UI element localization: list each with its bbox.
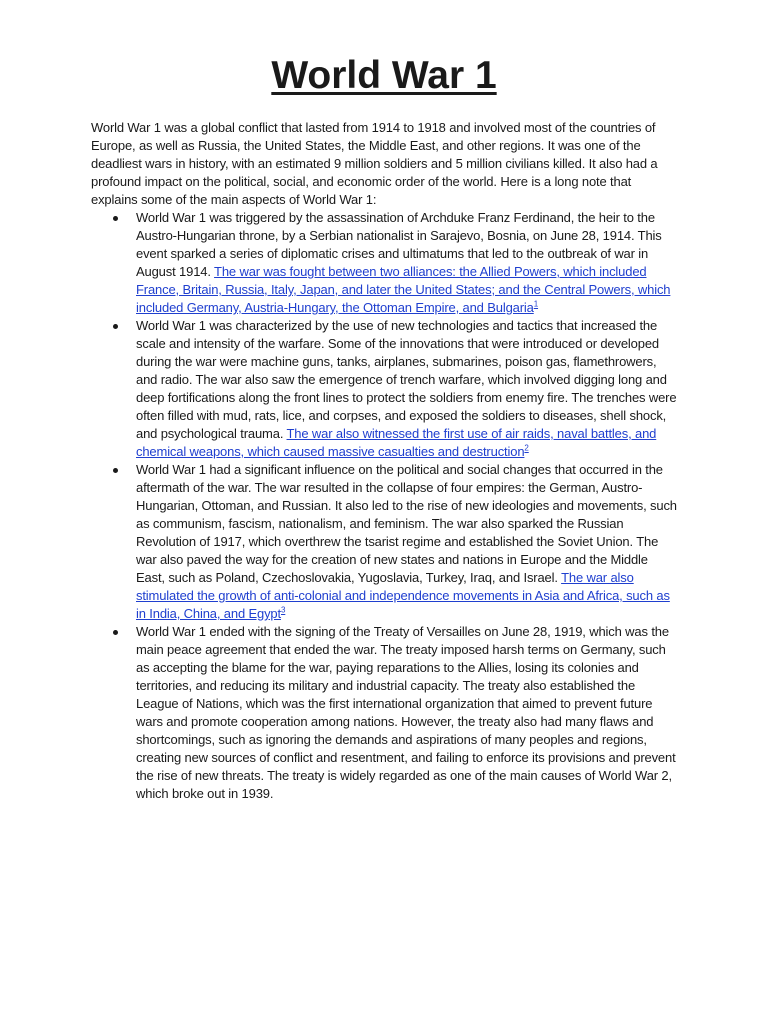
- reference-link[interactable]: The war also witnessed the first use of air raids, naval battles, and chemical weapons, which caused massive casualties and destruction: [136, 426, 657, 459]
- bullet-text: World War 1 was triggered by the assassination of Archduke Franz Ferdinand, the heir to the Austro-Hungarian throne, by a Serbian nationalist in Sarajevo, Bosnia, on June 28, 1914. This event sparked a series of diplomatic crises and ultimatums that led to the outbreak of war in August 1914.: [136, 210, 662, 279]
- footnote-marker[interactable]: 1: [533, 299, 539, 309]
- bullet-text: World War 1 was characterized by the use of new technologies and tactics that increased the scale and intensity of the warfare. Some of the innovations that were introduced or developed during the war were machine guns, tanks, airplanes, submarines, poison gas, flamethrowers, and radio. The war also saw the emergence of trench warfare, which involved digging long and deep fortifications along the front lines to protect the soldiers from enemy fire. The trenches were often filled with mud, rats, lice, and corpses, and exposed the soldiers to diseases, shell shock, and psychological trauma.: [136, 318, 677, 441]
- bullet-icon: [113, 468, 118, 473]
- footnote-marker[interactable]: 3: [280, 605, 286, 615]
- document-body: [91, 119, 679, 803]
- footnote-marker[interactable]: 2: [524, 443, 529, 453]
- bullet-icon: [113, 630, 118, 635]
- bullet-item: [91, 623, 679, 803]
- bullet-text: World War 1 had a significant influence on the political and social changes that occurred in the aftermath of the war. The war resulted in the collapse of four empires: the German, Austro-Hungarian, Ottoman, and Russian. It also led to the rise of new ideologies and movements, such as communism, fascism, nationalism, and feminism. The war also sparked the Russian Revolution of 1917, which overthrew the tsarist regime and established the Soviet Union. The war also paved the way for the creation of new states and nations in Europe and the Middle East, such as Poland, Czechoslovakia, Yugoslavia, Turkey, Iraq, and Israel.: [136, 462, 677, 585]
- bullet-icon: [113, 324, 118, 329]
- title-text: World War 1: [271, 54, 497, 97]
- bullet-item: [91, 461, 679, 623]
- bullet-list: [91, 209, 679, 803]
- bullet-text: World War 1 ended with the signing of the Treaty of Versailles on June 28, 1919, which was the main peace agreement that ended the war. The treaty imposed harsh terms on Germany, such as accepting the blame for the war, paying reparations to the Allies, losing its colonies and territories, and reducing its military and industrial capacity. The treaty also established the League of Nations, which was the first international organization that aimed to prevent future wars and promote cooperation among nations. However, the treaty also had many flaws and shortcomings, such as ignoring the demands and aspirations of many peoples and regions, creating new sources of conflict and resentment, and failing to enforce its provisions and prevent the rise of new threats. The treaty is widely regarded as one of the main causes of World War 2, which broke out in 1939.: [136, 624, 676, 801]
- reference-link[interactable]: The war was fought between two alliances: the Allied Powers, which included France, Britain, Russia, Italy, Japan, and later the United States; and the Central Powers, which included Germany, Austria-Hungary, the Ottoman Empire, and Bulgaria: [136, 264, 671, 315]
- bullet-item: [91, 317, 679, 461]
- reference-link[interactable]: The war also stimulated the growth of anti-colonial and independence movements in Asia and Africa, such as in India, China, and Egypt: [136, 570, 670, 621]
- bullet-icon: [113, 216, 118, 221]
- intro-paragraph: World War 1 was a global conflict that lasted from 1914 to 1918 and involved most of the countries of Europe, as well as Russia, the United States, the Middle East, and other regions. It was one of the deadliest wars in history, with an estimated 9 million soldiers and 5 million civilians killed. It also had a profound impact on the political, social, and economic order of the world. Here is a long note that explains some of the main aspects of World War 1:: [91, 120, 658, 207]
- page-title: [0, 52, 768, 100]
- bullet-item: [91, 209, 679, 317]
